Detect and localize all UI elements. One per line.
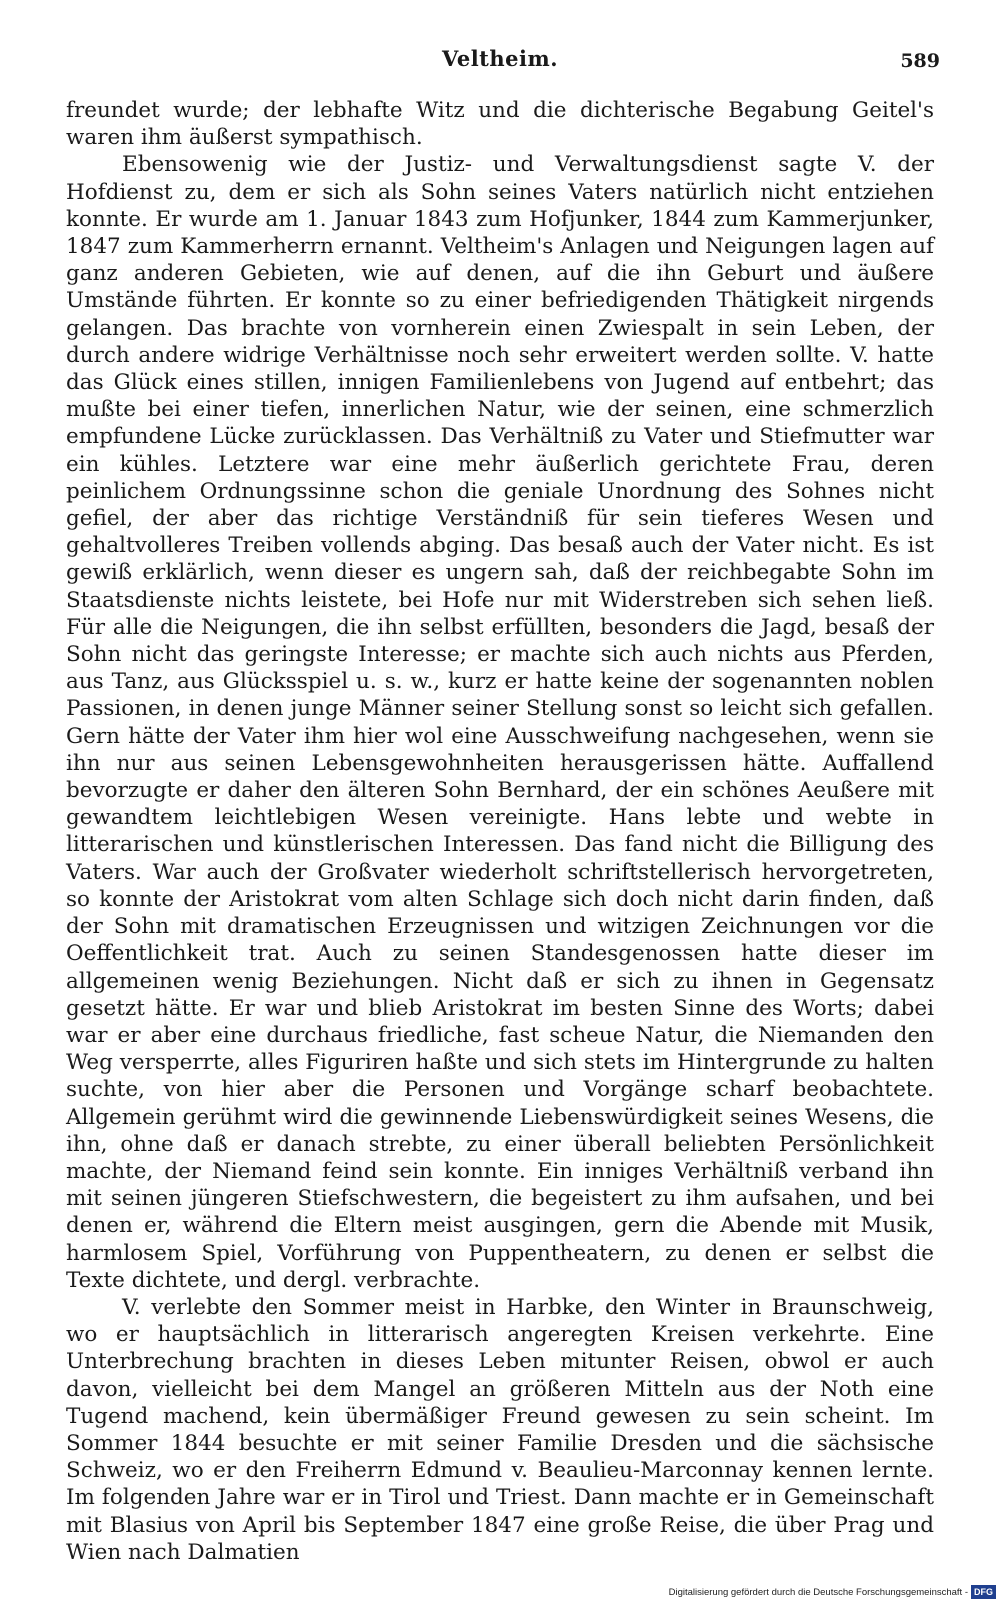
paragraph-continuation: freundet wurde; der lebhafte Witz und die dichterische Begabung Geitel's waren ihm äußerst sympathisch.	[66, 98, 934, 151]
running-title: Veltheim.	[441, 46, 559, 71]
body-text	[66, 97, 934, 1566]
paragraph-travels: V. verlebte den Sommer meist in Harbke, den Winter in Braunschweig, wo er hauptsächlich in litterarisch angeregten Kreisen verkehrte. Eine Unterbrechung brachten in dieses Leben mitunter Reisen, obwol er auch davon, vielleicht bei dem Mangel an größeren Mitteln aus der Noth eine Tugend machend, kein übermäßiger Freund gewesen zu sein scheint. Im Sommer 1844 besuchte er mit seiner Familie Dresden und die sächsische Schweiz, wo er den Freiherrn Edmund v. Beaulieu-Marconnay kennen lernte. Im folgenden Jahre war er in Tirol und Triest. Dann machte er in Gemeinschaft mit Blasius von April bis September 1847 eine große Reise, die über Prag und Wien nach Dalmatien	[66, 1294, 934, 1565]
digitization-footer	[669, 1584, 996, 1600]
footer-credit: Digitalisierung gefördert durch die Deutsche Forschungsgemeinschaft -	[668, 1586, 968, 1598]
running-head	[0, 38, 1000, 72]
dfg-logo: DFG	[971, 1585, 996, 1599]
page-number: 589	[900, 50, 940, 72]
paragraph-court-service: Ebensowenig wie der Justiz- und Verwaltungsdienst sagte V. der Hofdienst zu, dem er sich als Sohn seines Vaters natürlich nicht entziehen konnte. Er wurde am 1. Januar 1843 zum Hofjunker, 1844 zum Kammerjunker, 1847 zum Kammerherrn ernannt. Veltheim's Anlagen und Neigungen lagen auf ganz anderen Gebieten, wie auf denen, auf die ihn Geburt und äußere Umstände führten. Er konnte so zu einer befriedigenden Thätigkeit nirgends gelangen. Das brachte von vornherein einen Zwiespalt in sein Leben, der durch andere widrige Verhältnisse noch sehr erweitert werden sollte. V. hatte das Glück eines stillen, innigen Familienlebens von Jugend auf entbehrt; das mußte bei einer tiefen, innerlichen Natur, wie der seinen, eine schmerzlich empfundene Lücke zurücklassen. Das Verhältniß zu Vater und Stiefmutter war ein kühles. Letztere war eine mehr äußerlich gerichtete Frau, deren peinlichem Ordnungssinne schon die geniale Unordnung des Sohnes nicht gefiel, der aber das richtige Verständniß für sein tieferes Wesen und gehaltvolleres Treiben vollends abging. Das besaß auch der Vater nicht. Es ist gewiß erklärlich, wenn dieser es ungern sah, daß der reichbegabte Sohn im Staatsdienste nichts leistete, bei Hofe nur mit Widerstreben sich sehen ließ. Für alle die Neigungen, die ihn selbst erfüllten, besonders die Jagd, besaß der Sohn nicht das geringste Interesse; er machte sich auch nichts aus Pferden, aus Tanz, aus Glücksspiel u. s. w., kurz er hatte keine der sogenannten noblen Passionen, in denen junge Männer seiner Stellung sonst so leicht sich gefallen. Gern hätte der Vater ihm hier wol eine Ausschweifung nachgesehen, wenn sie ihn nur aus seinen Lebensgewohnheiten herausgerissen hätte. Auffallend bevorzugte er daher den älteren Sohn Bernhard, der ein schönes Aeußere mit gewandtem leichtlebigen Wesen vereinigte. Hans lebte und webte in litterarischen und künstlerischen Interessen. Das fand nicht die Billigung des Vaters. War auch der Großvater wiederholt schriftstellerisch hervorgetreten, so konnte der Aristokrat vom alten Schlage sich doch nicht darin finden, daß der Sohn mit dramatischen Erzeugnissen und witzigen Zeichnungen vor die Oeffentlichkeit trat. Auch zu seinen Standesgenossen hatte dieser im allgemeinen wenig Beziehungen. Nicht daß er sich zu ihnen in Gegensatz gesetzt hätte. Er war und blieb Aristokrat im besten Sinne des Worts; dabei war er aber eine durchaus friedliche, fast scheue Natur, die Niemanden den Weg versperrte, alles Figuriren haßte und sich stets im Hintergrunde zu halten suchte, von hier aber die Personen und Vorgänge scharf beobachtete. Allgemein gerühmt wird die gewinnende Liebenswürdigkeit seines Wesens, die ihn, ohne daß er danach strebte, zu einer überall beliebten Persönlichkeit machte, der Niemand feind sein konnte. Ein inniges Verhältniß verband ihn mit seinen jüngeren Stiefschwestern, die begeistert zu ihm aufsahen, und bei denen er, während die Eltern meist ausgingen, gern die Abende mit Musik, harmlosem Spiel, Vorführung von Puppentheatern, zu denen er selbst die Texte dichtete, und dergl. verbrachte.	[66, 152, 934, 1293]
